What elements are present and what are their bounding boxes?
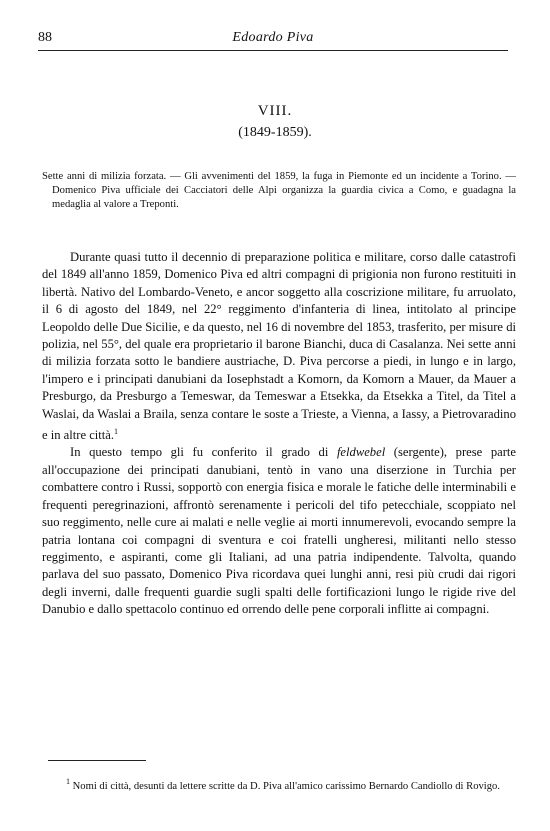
running-title: Edoardo Piva <box>232 30 314 45</box>
paragraph-2-text-end: (sergente), prese parte all'occupazione dei principati danubiani, tentò in vano una diserzione in Turchia per combattere contro i Russi, sopportò con energia fisica e morale le fatiche delle interminabili e frequenti peregrinazioni, affrontò serenamente i pericoli del tifo petecchiale, scoppiato nel suo reggimento, nelle cure ai malati e nelle veglie ai morti innumerevoli, evocando sempre la patria lontana coi compagni di sventura e coi fratelli ungheresi, militanti nello stesso reggimento, e aspiranti, come gli Italiani, ad una patria indipendente. Talvolta, quando parlava del suo passato, Domenico Piva ricordava quei lunghi anni, resi più crudi dai rigori degli inverni, dalle frequenti guardie sugli spalti delle fortificazioni lungo le rigide rive del Danubio e dallo spettacolo continuo ed orrendo delle pene corporali inflitte ai compagni. <box>42 445 516 617</box>
body-text <box>42 249 516 619</box>
footnote-divider <box>48 760 146 761</box>
paragraph-1 <box>42 249 516 444</box>
footnote <box>48 774 516 794</box>
chapter-number: VIII. <box>257 103 293 119</box>
summary-text: Sette anni di milizia forzata. — Gli avvenimenti del 1859, la fuga in Piemonte ed un incidente a Torino. — Domenico Piva ufficiale dei Cacciatori delle Alpi organizza la guardia civica a Como, e guadagna la medaglia al valore a Treponti. <box>42 171 516 211</box>
chapter-summary <box>42 170 516 213</box>
page-number: 88 <box>38 30 52 45</box>
italic-term: feldwebel <box>336 445 386 460</box>
chapter-years: (1849-1859). <box>238 125 312 140</box>
paragraph-2 <box>42 444 516 618</box>
footnote-reference: 1 <box>114 427 119 437</box>
paragraph-1-text: Durante quasi tutto il decennio di preparazione politica e militare, corso dalle catastrofi del 1849 all'anno 1859, Domenico Piva ed altri compagni di prigionia non furono restituiti in libertà. Nativo del Lombardo-Veneto, e ancor soggetto alla coscrizione militare, fu arruolato, il 6 di agosto del 1849, nel 22° reggimento d'infanteria di linea, intitolato al principe Leopoldo delle Due Sicilie, e da questo, nel 16 di novembre del 1853, trasferito, per misure di polizia, nel 55°, del quale era proprietario il barone Bianchi, duca di Casalanza. Nei sette anni di milizia forzata sotto le bandiere austriache, D. Piva percorse a piedi, in lungo e in largo, l'impero e i principati danubiani da Iosephstadt a Komorn, da Komorn a Mauer, da Mauer a Presburgo, da Presburgo a Temeswar, da Temeswar a Etsekka, da Etsekka a Titel, da Titel a Waslai, da Waslai a Braila, senza contare le soste a Trieste, a Vienna, a Iassy, a Pietrovaradino e in altre città. <box>42 250 516 443</box>
paragraph-2-text-start: In questo tempo gli fu conferito il grado di <box>70 445 337 460</box>
footnote-text: Nomi di città, desunti da lettere scritte da D. Piva all'amico carissimo Bernardo Candiollo di Rovigo. <box>72 781 500 792</box>
footnote-paragraph <box>48 774 516 794</box>
page-header <box>38 28 508 51</box>
footnote-mark: 1 <box>66 777 70 786</box>
